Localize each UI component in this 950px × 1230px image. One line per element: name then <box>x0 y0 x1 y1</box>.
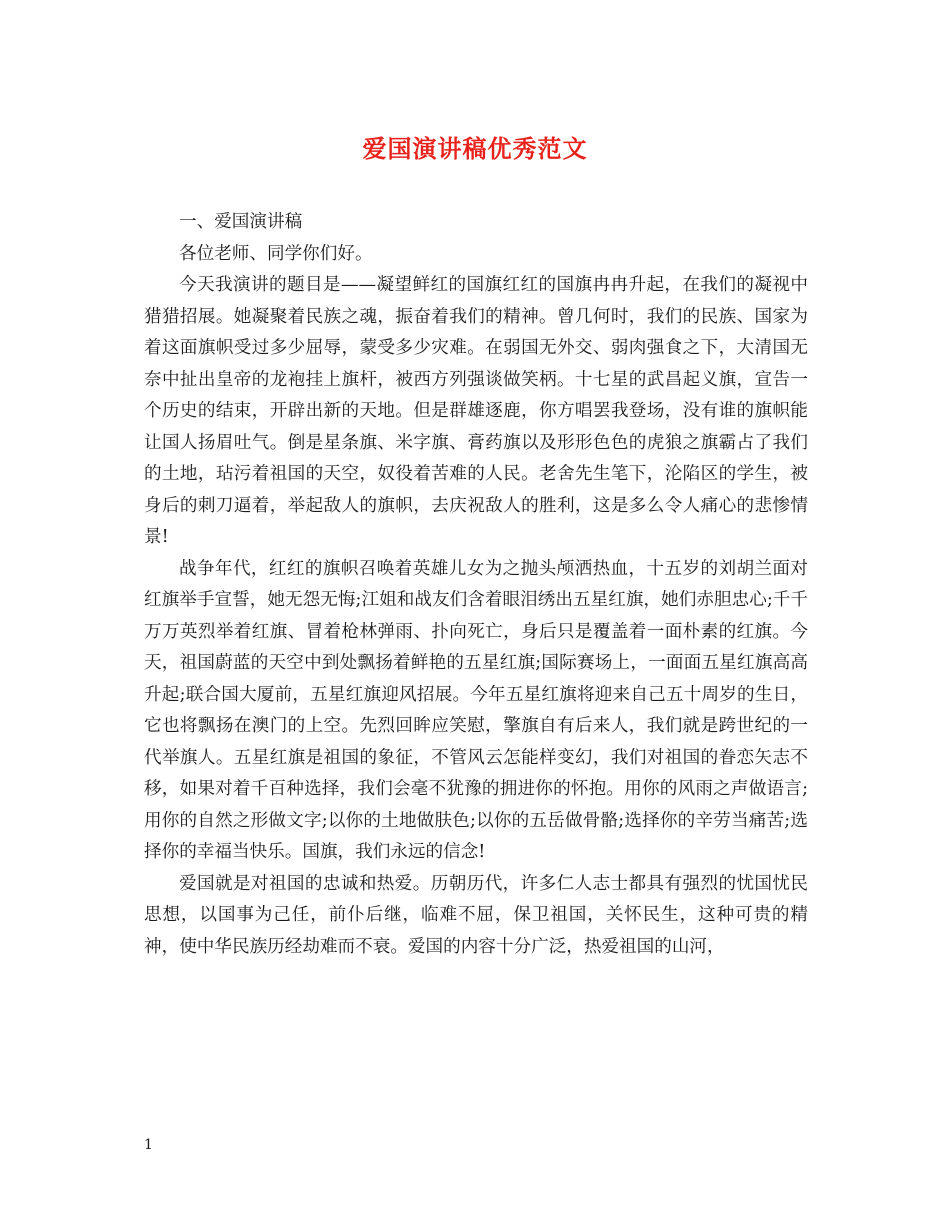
document-body <box>144 207 808 963</box>
body-paragraph: 爱国就是对祖国的忠诚和热爱。历朝历代，许多仁人志士都具有强烈的忧国忧民思想，以国事为己任，前仆后继，临难不屈，保卫祖国，关怀民生，这种可贵的精神，使中华民族历经劫难而不衰。爱国的内容十分广泛，热爱祖国的山河， <box>144 873 808 957</box>
page-number: 1 <box>144 1137 153 1153</box>
body-paragraph: 今天我演讲的题目是——凝望鲜红的国旗红红的国旗冉冉升起，在我们的凝视中猎猎招展。她凝聚着民族之魂，振奋着我们的精神。曾几何时，我们的民族、国家为着这面旗帜受过多少屈辱，蒙受多少灾难。在弱国无外交、弱肉强食之下，大清国无奈中扯出皇帝的龙袍挂上旗杆，被西方列强谈做笑柄。十七星的武昌起义旗，宣告一个历史的结束，开辟出新的天地。但是群雄逐鹿，你方唱罢我登场，没有谁的旗帜能让国人扬眉吐气。倒是星条旗、米字旗、膏药旗以及形形色色的虎狼之旗霸占了我们的土地，玷污着祖国的天空，奴役着苦难的人民。老舍先生笔下，沦陷区的学生，被身后的刺刀逼着，举起敌人的旗帜，去庆祝敌人的胜利，这是多么令人痛心的悲惨情景! <box>144 275 808 547</box>
document-title: 爱国演讲稿优秀范文 <box>362 134 588 163</box>
greeting-paragraph: 各位老师、同学你们好。 <box>179 243 373 264</box>
section-heading: 一、爱国演讲稿 <box>179 212 303 232</box>
body-paragraph: 战争年代，红红的旗帜召唤着英雄儿女为之抛头颅洒热血，十五岁的刘胡兰面对红旗举手宣誓，她无怨无悔;江姐和战友们含着眼泪绣出五星红旗，她们赤胆忠心;千千万万英烈举着红旗、冒着枪林弹雨、扑向死亡，身后只是覆盖着一面朴素的红旗。今天，祖国蔚蓝的天空中到处飘扬着鲜艳的五星红旗;国际赛场上，一面面五星红旗高高升起;联合国大厦前，五星红旗迎风招展。今年五星红旗将迎来自己五十周岁的生日，它也将飘扬在澳门的上空。先烈回眸应笑慰，擎旗自有后来人，我们就是跨世纪的一代举旗人。五星红旗是祖国的象征，不管风云怎能样变幻，我们对祖国的眷恋矢志不移，如果对着千百种选择，我们会毫不犹豫的拥进你的怀抱。用你的风雨之声做语言;用你的自然之形做文字;以你的土地做肤色;以你的五岳做骨骼;选择你的辛劳当痛苦;选择你的幸福当快乐。国旗，我们永远的信念! <box>144 558 808 862</box>
